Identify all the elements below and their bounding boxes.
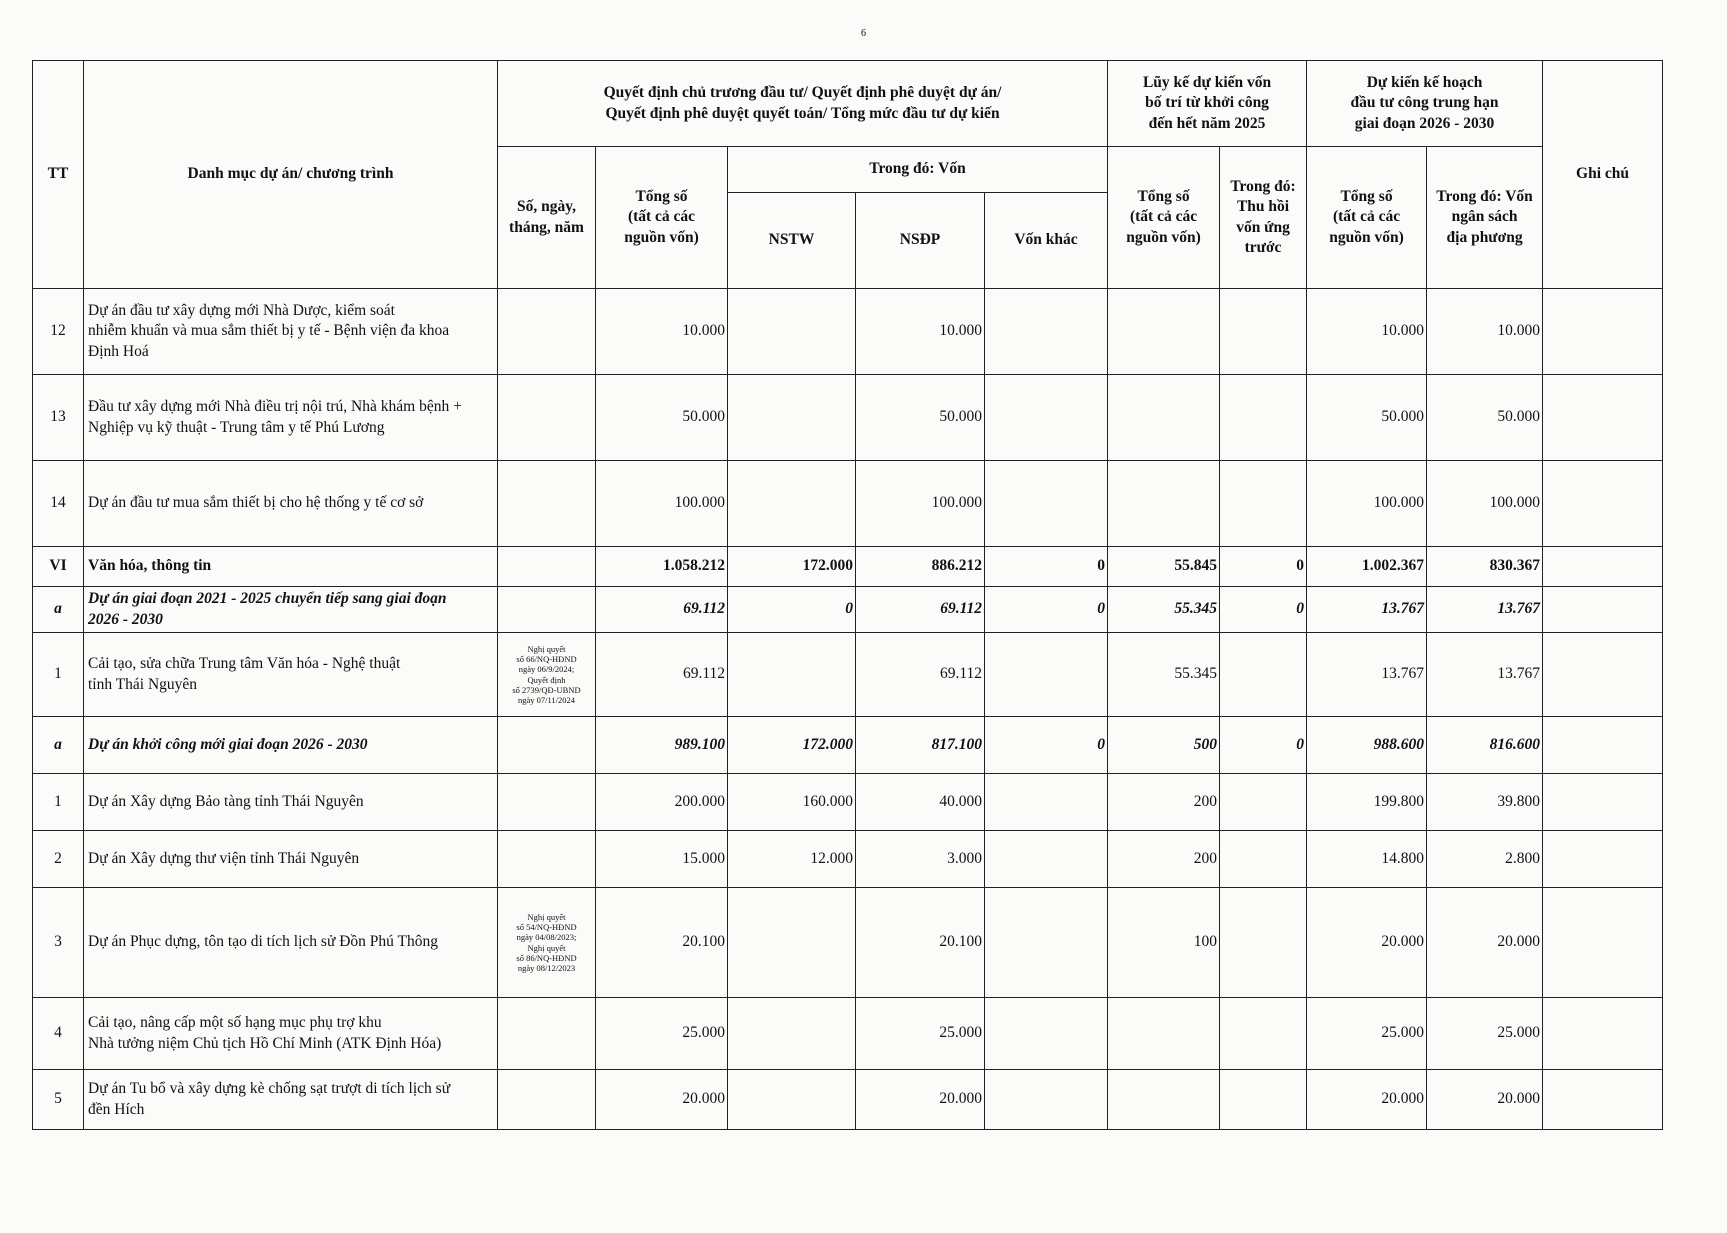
cell-von-khac bbox=[985, 998, 1108, 1070]
cell-nstw bbox=[728, 375, 856, 461]
cell-du-kien-nsdp: 20.000 bbox=[1427, 888, 1543, 998]
cell-ghi-chu bbox=[1543, 587, 1663, 633]
header-nsdp: NSĐP bbox=[856, 193, 985, 289]
header-von-khac: Vốn khác bbox=[985, 193, 1108, 289]
cell-tong: 1.058.212 bbox=[596, 547, 728, 587]
cell-du-kien-nsdp: 830.367 bbox=[1427, 547, 1543, 587]
cell-tt: 4 bbox=[33, 998, 84, 1070]
cell-von-khac bbox=[985, 774, 1108, 831]
cell-du-kien-nsdp: 50.000 bbox=[1427, 375, 1543, 461]
cell-nstw: 160.000 bbox=[728, 774, 856, 831]
cell-name: Dự án Tu bổ và xây dựng kè chống sạt trượt di tích lịch sử đền Hích bbox=[84, 1070, 498, 1130]
cell-so-ngay bbox=[498, 547, 596, 587]
cell-du-kien-tong: 100.000 bbox=[1307, 461, 1427, 547]
cell-luy-ke-tong: 500 bbox=[1108, 717, 1220, 774]
cell-tong: 15.000 bbox=[596, 831, 728, 888]
cell-so-ngay bbox=[498, 831, 596, 888]
cell-tt: 2 bbox=[33, 831, 84, 888]
cell-tt: 3 bbox=[33, 888, 84, 998]
cell-tt: 12 bbox=[33, 289, 84, 375]
cell-luy-ke-tong bbox=[1108, 998, 1220, 1070]
cell-ghi-chu bbox=[1543, 998, 1663, 1070]
cell-nsdp: 10.000 bbox=[856, 289, 985, 375]
cell-von-khac bbox=[985, 633, 1108, 717]
cell-tt: 13 bbox=[33, 375, 84, 461]
cell-tt: 14 bbox=[33, 461, 84, 547]
cell-thu-hoi bbox=[1220, 831, 1307, 888]
cell-von-khac bbox=[985, 1070, 1108, 1130]
cell-thu-hoi bbox=[1220, 633, 1307, 717]
header-quyet-dinh: Quyết định chủ trương đầu tư/ Quyết định phê duyệt dự án/ Quyết định phê duyệt quyết toán/ Tổng mức đầu tư dự kiến bbox=[498, 61, 1108, 147]
cell-von-khac bbox=[985, 888, 1108, 998]
cell-nsdp: 25.000 bbox=[856, 998, 985, 1070]
header-so-ngay: Số, ngày, tháng, năm bbox=[498, 147, 596, 289]
cell-so-ngay bbox=[498, 461, 596, 547]
cell-von-khac bbox=[985, 831, 1108, 888]
cell-ghi-chu bbox=[1543, 289, 1663, 375]
header-tt: TT bbox=[33, 61, 84, 289]
cell-du-kien-tong: 10.000 bbox=[1307, 289, 1427, 375]
cell-ghi-chu bbox=[1543, 375, 1663, 461]
header-ghi-chu: Ghi chú bbox=[1543, 61, 1663, 289]
investment-table bbox=[32, 60, 1663, 1130]
cell-nsdp: 69.112 bbox=[856, 633, 985, 717]
cell-von-khac: 0 bbox=[985, 587, 1108, 633]
cell-nsdp: 100.000 bbox=[856, 461, 985, 547]
cell-luy-ke-tong: 100 bbox=[1108, 888, 1220, 998]
cell-ghi-chu bbox=[1543, 461, 1663, 547]
table-row bbox=[33, 774, 1663, 831]
cell-tong: 25.000 bbox=[596, 998, 728, 1070]
cell-luy-ke-tong: 55.345 bbox=[1108, 587, 1220, 633]
cell-ghi-chu bbox=[1543, 633, 1663, 717]
header-luy-ke: Lũy kế dự kiến vốn bố trí từ khởi công đến hết năm 2025 bbox=[1108, 61, 1307, 147]
table-row bbox=[33, 633, 1663, 717]
header-du-kien: Dự kiến kế hoạch đầu tư công trung hạn giai đoạn 2026 - 2030 bbox=[1307, 61, 1543, 147]
table-row bbox=[33, 888, 1663, 998]
cell-du-kien-tong: 25.000 bbox=[1307, 998, 1427, 1070]
cell-tong: 100.000 bbox=[596, 461, 728, 547]
cell-nstw bbox=[728, 888, 856, 998]
cell-tong: 69.112 bbox=[596, 633, 728, 717]
cell-thu-hoi bbox=[1220, 998, 1307, 1070]
cell-so-ngay bbox=[498, 717, 596, 774]
table-row-section bbox=[33, 547, 1663, 587]
header-luy-ke-tong-so: Tổng số (tất cả các nguồn vốn) bbox=[1108, 147, 1220, 289]
cell-nsdp: 20.100 bbox=[856, 888, 985, 998]
cell-ghi-chu bbox=[1543, 888, 1663, 998]
cell-name: Dự án khởi công mới giai đoạn 2026 - 2030 bbox=[84, 717, 498, 774]
cell-nsdp: 69.112 bbox=[856, 587, 985, 633]
cell-tt: 1 bbox=[33, 774, 84, 831]
table-row bbox=[33, 289, 1663, 375]
cell-luy-ke-tong: 55.845 bbox=[1108, 547, 1220, 587]
header-nstw: NSTW bbox=[728, 193, 856, 289]
cell-du-kien-tong: 50.000 bbox=[1307, 375, 1427, 461]
cell-du-kien-tong: 20.000 bbox=[1307, 1070, 1427, 1130]
cell-von-khac: 0 bbox=[985, 547, 1108, 587]
cell-tt: 1 bbox=[33, 633, 84, 717]
cell-nsdp: 20.000 bbox=[856, 1070, 985, 1130]
cell-luy-ke-tong bbox=[1108, 289, 1220, 375]
cell-du-kien-tong: 988.600 bbox=[1307, 717, 1427, 774]
cell-du-kien-nsdp: 2.800 bbox=[1427, 831, 1543, 888]
header-thu-hoi: Trong đó: Thu hồi vốn ứng trước bbox=[1220, 147, 1307, 289]
cell-ghi-chu bbox=[1543, 547, 1663, 587]
table-row-subsection bbox=[33, 717, 1663, 774]
cell-tt: VI bbox=[33, 547, 84, 587]
cell-luy-ke-tong: 200 bbox=[1108, 774, 1220, 831]
cell-du-kien-tong: 20.000 bbox=[1307, 888, 1427, 998]
cell-thu-hoi bbox=[1220, 461, 1307, 547]
header-tong-so: Tổng số (tất cả các nguồn vốn) bbox=[596, 147, 728, 289]
cell-tt: 5 bbox=[33, 1070, 84, 1130]
cell-du-kien-nsdp: 10.000 bbox=[1427, 289, 1543, 375]
cell-tong: 50.000 bbox=[596, 375, 728, 461]
cell-tong: 20.000 bbox=[596, 1070, 728, 1130]
cell-du-kien-nsdp: 20.000 bbox=[1427, 1070, 1543, 1130]
cell-du-kien-nsdp: 816.600 bbox=[1427, 717, 1543, 774]
page-number: 6 bbox=[861, 28, 866, 39]
cell-so-ngay bbox=[498, 998, 596, 1070]
cell-name: Dự án Xây dựng thư viện tỉnh Thái Nguyên bbox=[84, 831, 498, 888]
cell-du-kien-nsdp: 13.767 bbox=[1427, 587, 1543, 633]
cell-nsdp: 50.000 bbox=[856, 375, 985, 461]
cell-name: Dự án giai đoạn 2021 - 2025 chuyển tiếp sang giai đoạn 2026 - 2030 bbox=[84, 587, 498, 633]
cell-tong: 20.100 bbox=[596, 888, 728, 998]
cell-name: Cải tạo, nâng cấp một số hạng mục phụ trợ khu Nhà tưởng niệm Chủ tịch Hồ Chí Minh (ATK Định Hóa) bbox=[84, 998, 498, 1070]
cell-name: Đầu tư xây dựng mới Nhà điều trị nội trú, Nhà khám bệnh + Nghiệp vụ kỹ thuật - Trung tâm y tế Phú Lương bbox=[84, 375, 498, 461]
cell-thu-hoi: 0 bbox=[1220, 547, 1307, 587]
cell-tong: 989.100 bbox=[596, 717, 728, 774]
cell-nstw: 172.000 bbox=[728, 547, 856, 587]
cell-ghi-chu bbox=[1543, 717, 1663, 774]
cell-luy-ke-tong bbox=[1108, 461, 1220, 547]
cell-thu-hoi: 0 bbox=[1220, 587, 1307, 633]
cell-du-kien-nsdp: 39.800 bbox=[1427, 774, 1543, 831]
table-row bbox=[33, 375, 1663, 461]
cell-du-kien-tong: 14.800 bbox=[1307, 831, 1427, 888]
cell-nstw bbox=[728, 633, 856, 717]
cell-tong: 69.112 bbox=[596, 587, 728, 633]
cell-nsdp: 817.100 bbox=[856, 717, 985, 774]
table-row bbox=[33, 1070, 1663, 1130]
cell-nstw: 172.000 bbox=[728, 717, 856, 774]
cell-nsdp: 886.212 bbox=[856, 547, 985, 587]
cell-tong: 200.000 bbox=[596, 774, 728, 831]
table-row bbox=[33, 831, 1663, 888]
cell-von-khac bbox=[985, 289, 1108, 375]
cell-so-ngay bbox=[498, 289, 596, 375]
cell-du-kien-tong: 13.767 bbox=[1307, 587, 1427, 633]
table-row-subsection bbox=[33, 587, 1663, 633]
cell-so-ngay: Nghị quyết số 66/NQ-HĐND ngày 06/9/2024; Quyết định số 2739/QĐ-UBND ngày 07/11/2024 bbox=[498, 633, 596, 717]
cell-so-ngay bbox=[498, 587, 596, 633]
cell-nsdp: 3.000 bbox=[856, 831, 985, 888]
table-row bbox=[33, 461, 1663, 547]
cell-tong: 10.000 bbox=[596, 289, 728, 375]
cell-von-khac bbox=[985, 375, 1108, 461]
cell-luy-ke-tong: 200 bbox=[1108, 831, 1220, 888]
cell-du-kien-tong: 1.002.367 bbox=[1307, 547, 1427, 587]
cell-nstw bbox=[728, 289, 856, 375]
cell-nstw: 12.000 bbox=[728, 831, 856, 888]
cell-thu-hoi bbox=[1220, 888, 1307, 998]
cell-von-khac bbox=[985, 461, 1108, 547]
cell-so-ngay bbox=[498, 774, 596, 831]
cell-luy-ke-tong: 55.345 bbox=[1108, 633, 1220, 717]
cell-luy-ke-tong bbox=[1108, 375, 1220, 461]
cell-name: Văn hóa, thông tin bbox=[84, 547, 498, 587]
cell-luy-ke-tong bbox=[1108, 1070, 1220, 1130]
cell-name: Dự án đầu tư mua sắm thiết bị cho hệ thống y tế cơ sở bbox=[84, 461, 498, 547]
cell-so-ngay: Nghị quyết số 54/NQ-HĐND ngày 04/08/2023; Nghị quyết số 86/NQ-HĐND ngày 08/12/2023 bbox=[498, 888, 596, 998]
cell-name: Dự án đầu tư xây dựng mới Nhà Dược, kiểm soát nhiễm khuẩn và mua sắm thiết bị y tế - Bệnh viện đa khoa Định Hoá bbox=[84, 289, 498, 375]
header-danh-muc: Danh mục dự án/ chương trình bbox=[84, 61, 498, 289]
cell-du-kien-tong: 199.800 bbox=[1307, 774, 1427, 831]
cell-thu-hoi bbox=[1220, 289, 1307, 375]
cell-tt: a bbox=[33, 587, 84, 633]
cell-name: Dự án Phục dựng, tôn tạo di tích lịch sử Đồn Phú Thông bbox=[84, 888, 498, 998]
header-ns-dia-phuong: Trong đó: Vốn ngân sách địa phương bbox=[1427, 147, 1543, 289]
cell-thu-hoi bbox=[1220, 774, 1307, 831]
cell-ghi-chu bbox=[1543, 1070, 1663, 1130]
table-row bbox=[33, 998, 1663, 1070]
cell-nstw bbox=[728, 1070, 856, 1130]
cell-name: Dự án Xây dựng Bảo tàng tỉnh Thái Nguyên bbox=[84, 774, 498, 831]
cell-du-kien-nsdp: 100.000 bbox=[1427, 461, 1543, 547]
cell-thu-hoi bbox=[1220, 375, 1307, 461]
cell-du-kien-tong: 13.767 bbox=[1307, 633, 1427, 717]
cell-thu-hoi: 0 bbox=[1220, 717, 1307, 774]
cell-tt: a bbox=[33, 717, 84, 774]
header-trong-do-von: Trong đó: Vốn bbox=[728, 147, 1108, 193]
header-du-kien-tong-so: Tổng số (tất cả các nguồn vốn) bbox=[1307, 147, 1427, 289]
cell-du-kien-nsdp: 25.000 bbox=[1427, 998, 1543, 1070]
cell-nstw bbox=[728, 461, 856, 547]
cell-name: Cải tạo, sửa chữa Trung tâm Văn hóa - Nghệ thuật tỉnh Thái Nguyên bbox=[84, 633, 498, 717]
cell-von-khac: 0 bbox=[985, 717, 1108, 774]
cell-so-ngay bbox=[498, 1070, 596, 1130]
cell-thu-hoi bbox=[1220, 1070, 1307, 1130]
cell-ghi-chu bbox=[1543, 831, 1663, 888]
cell-nsdp: 40.000 bbox=[856, 774, 985, 831]
cell-ghi-chu bbox=[1543, 774, 1663, 831]
cell-du-kien-nsdp: 13.767 bbox=[1427, 633, 1543, 717]
cell-nstw bbox=[728, 998, 856, 1070]
cell-so-ngay bbox=[498, 375, 596, 461]
cell-nstw: 0 bbox=[728, 587, 856, 633]
